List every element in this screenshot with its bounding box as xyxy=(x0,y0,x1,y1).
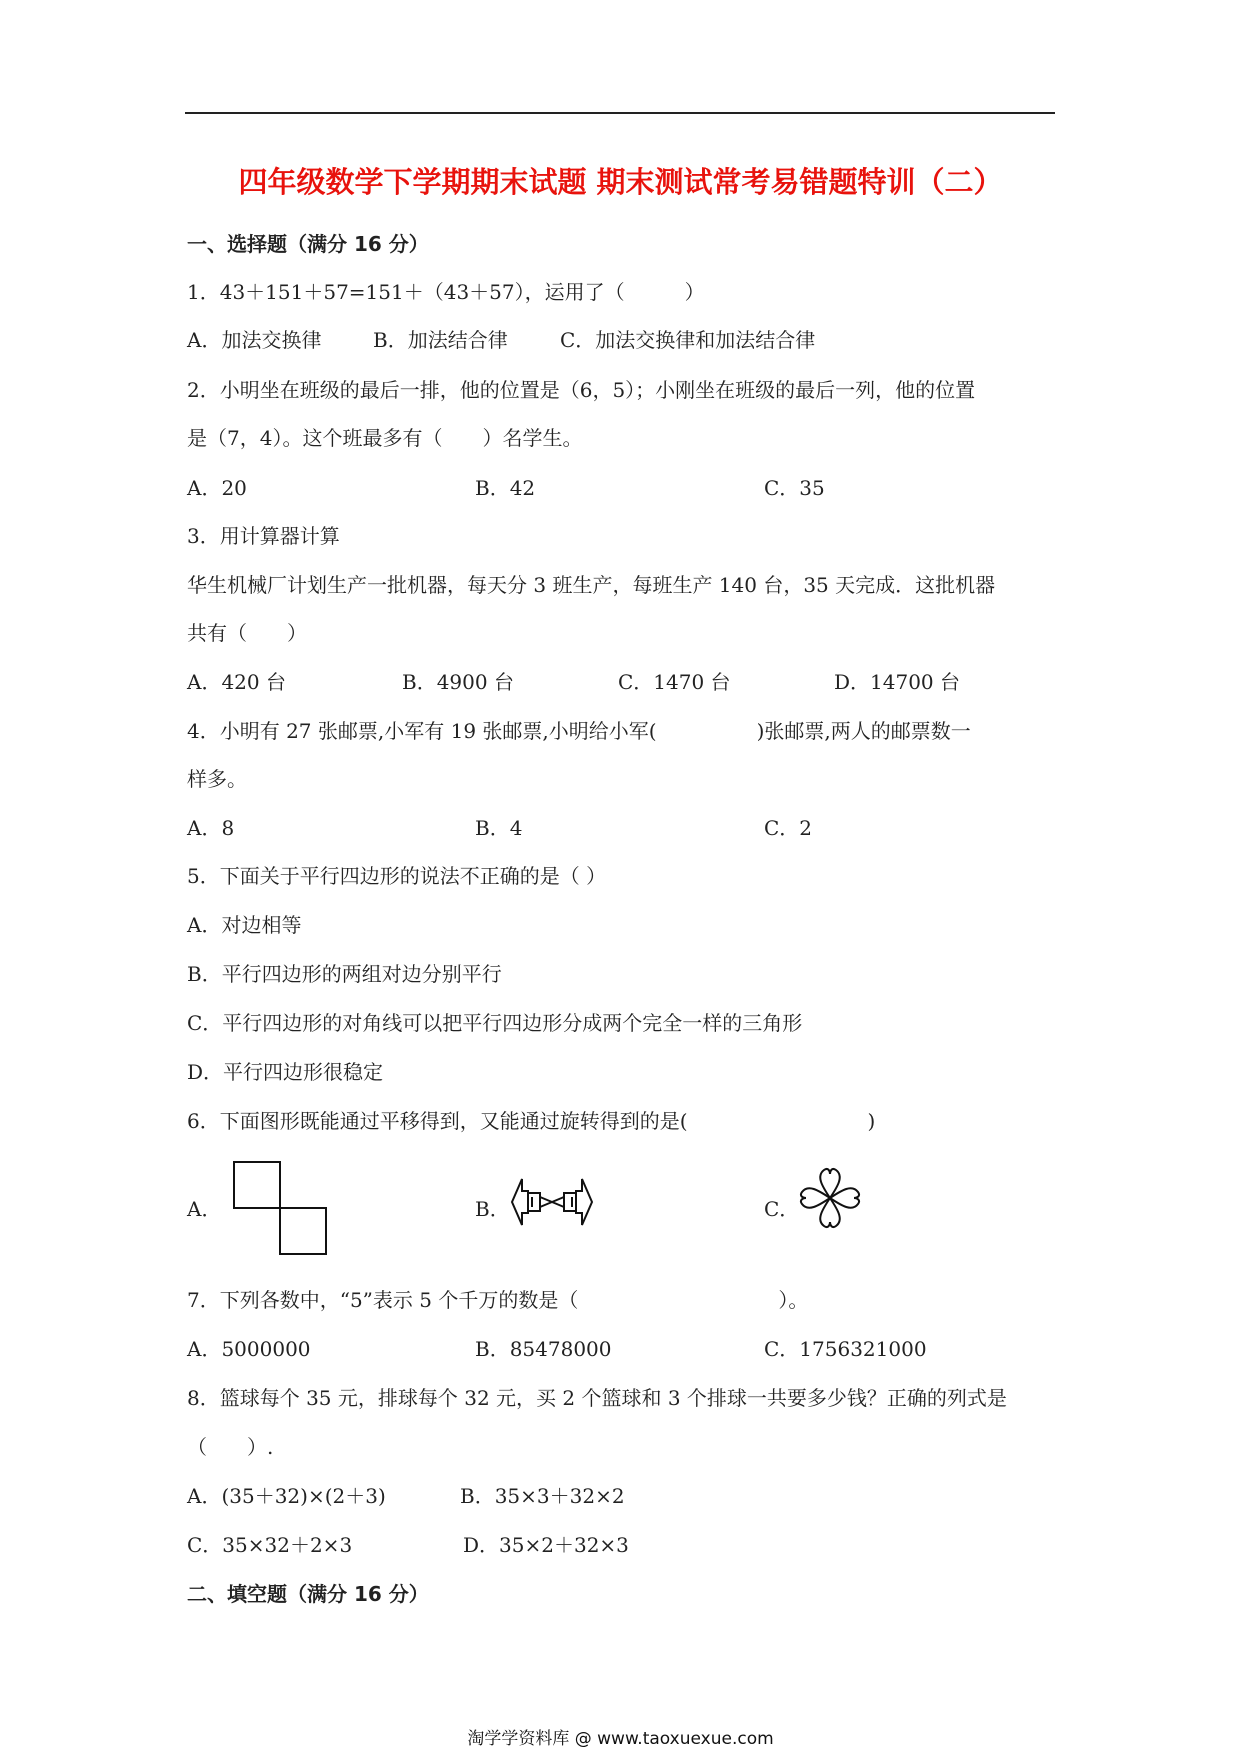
q8-option-a: A．(35＋32)×(2＋3) xyxy=(187,1484,386,1508)
q7-option-a: A．5000000 xyxy=(187,1337,311,1361)
q6-option-c-label: C． xyxy=(764,1197,800,1221)
q3-option-a: A．420 台 xyxy=(187,670,286,694)
question-2-stem-line2: 是（7，4）。这个班最多有（ ）名学生。 xyxy=(187,426,583,450)
header-rule xyxy=(185,112,1055,114)
q8-option-d: D．35×2＋32×3 xyxy=(463,1533,629,1557)
q5-option-a: A．对边相等 xyxy=(187,913,302,937)
section-heading-choice: 一、选择题（满分 16 分） xyxy=(187,232,429,256)
question-8-stem-line2: （ ）. xyxy=(187,1435,274,1459)
q4-option-c: C．2 xyxy=(764,816,813,840)
q6-option-a-label: A． xyxy=(187,1197,222,1221)
q8-option-c: C．35×32＋2×3 xyxy=(187,1533,353,1557)
double-arrow-figure xyxy=(510,1175,594,1229)
question-3-stem-line1: 3．用计算器计算 xyxy=(187,524,340,548)
question-3-stem-line2: 华生机械厂计划生产一批机器，每天分 3 班生产，每班生产 140 台，35 天完成．这批机器 xyxy=(187,573,996,597)
page-title: 四年级数学下学期期末试题 期末测试常考易错题特训（二） xyxy=(238,165,1003,199)
q2-option-a: A．20 xyxy=(187,476,247,500)
q3-option-c: C．1470 台 xyxy=(618,670,731,694)
q2-option-c: C．35 xyxy=(764,476,825,500)
q4-option-b: B．4 xyxy=(475,816,523,840)
q7-option-c: C．1756321000 xyxy=(764,1337,927,1361)
two-squares-figure xyxy=(232,1160,332,1260)
question-8-stem-line1: 8．篮球每个 35 元，排球每个 32 元，买 2 个篮球和 3 个排球一共要多少钱？正确的列式是 xyxy=(187,1386,1007,1410)
question-1-stem: 1．43＋151＋57=151＋（43＋57），运用了（ ） xyxy=(187,280,705,304)
q5-option-c: C．平行四边形的对角线可以把平行四边形分成两个完全一样的三角形 xyxy=(187,1011,803,1035)
q4-option-a: A．8 xyxy=(187,816,235,840)
question-2-stem-line1: 2．小明坐在班级的最后一排，他的位置是（6，5）；小刚坐在班级的最后一列，他的位置 xyxy=(187,378,976,402)
q5-option-d: D．平行四边形很稳定 xyxy=(187,1060,384,1084)
question-6-stem: 6．下面图形既能通过平移得到，又能通过旋转得到的是( ) xyxy=(187,1109,876,1133)
q1-option-a: A．加法交换律 xyxy=(187,328,322,352)
q3-option-b: B．4900 台 xyxy=(402,670,514,694)
q1-option-b: B．加法结合律 xyxy=(373,328,508,352)
q5-option-b: B．平行四边形的两组对边分别平行 xyxy=(187,962,502,986)
q7-option-b: B．85478000 xyxy=(475,1337,612,1361)
question-7-stem: 7．下列各数中，“5”表示 5 个千万的数是（ ）。 xyxy=(187,1288,809,1312)
question-3-stem-line3: 共有（ ） xyxy=(187,621,307,645)
question-5-stem: 5．下面关于平行四边形的说法不正确的是（ ） xyxy=(187,864,607,888)
four-leaf-flower-figure xyxy=(794,1162,866,1234)
question-4-stem-line1: 4．小明有 27 张邮票,小军有 19 张邮票,小明给小军( )张邮票,两人的邮票数一 xyxy=(187,719,971,743)
section-heading-fill-blank: 二、填空题（满分 16 分） xyxy=(187,1582,429,1606)
q8-option-b: B．35×3＋32×2 xyxy=(460,1484,625,1508)
q1-option-c: C．加法交换律和加法结合律 xyxy=(560,328,816,352)
q6-option-b-label: B． xyxy=(475,1197,510,1221)
q2-option-b: B．42 xyxy=(475,476,536,500)
question-4-stem-line2: 样多。 xyxy=(187,767,247,791)
footer-watermark: 淘学学资料库 @ www.taoxuexue.com xyxy=(467,1729,774,1749)
q3-option-d: D．14700 台 xyxy=(834,670,961,694)
